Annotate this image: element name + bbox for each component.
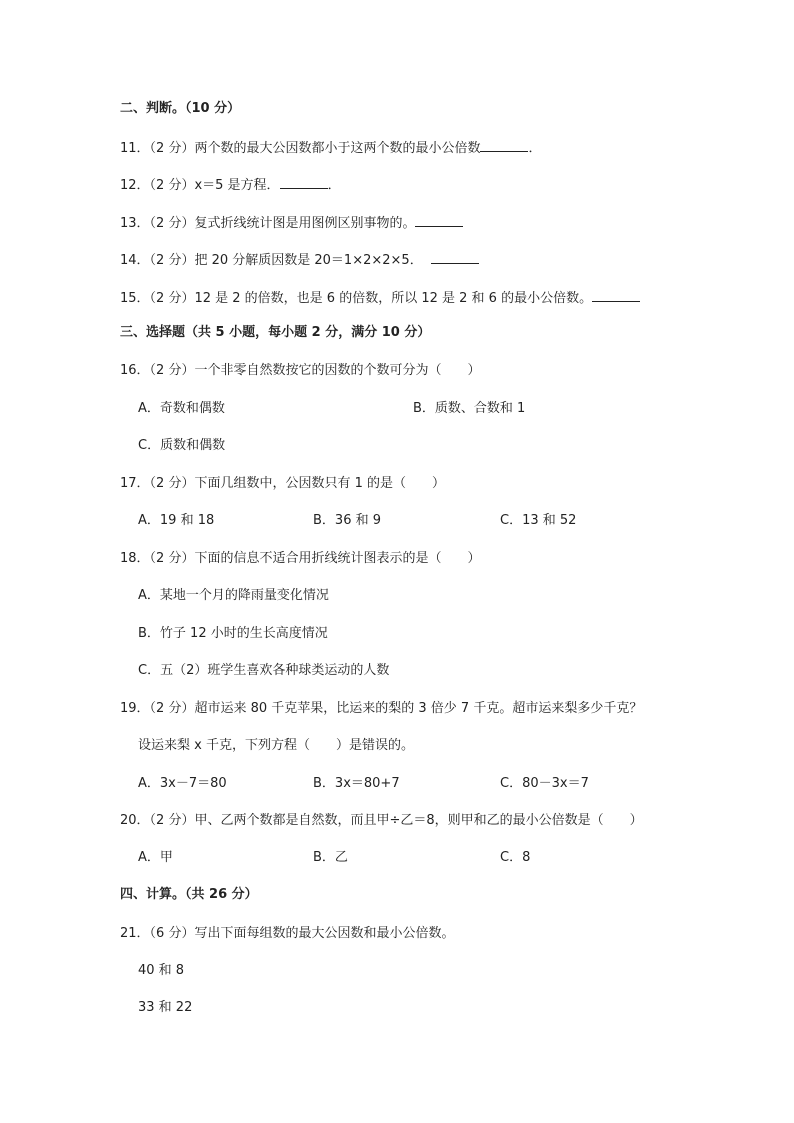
question-15	[120, 289, 640, 307]
answer-blank[interactable]	[592, 289, 640, 302]
question-11	[120, 139, 541, 157]
option-b[interactable]: B．竹子 12 小时的生长高度情况	[138, 626, 328, 641]
question-tail: ．	[327, 178, 341, 193]
option-b[interactable]: B．乙	[313, 850, 348, 865]
question-17	[120, 476, 445, 492]
option-a[interactable]: A．3x－7＝80	[138, 776, 227, 791]
section-judge-heading: 二、判断。（10 分）	[120, 101, 241, 116]
question-score: （2 分）	[149, 141, 195, 156]
question-score: （2 分）	[149, 253, 195, 268]
option-a[interactable]: A．某地一个月的降雨量变化情况	[138, 588, 329, 603]
answer-blank[interactable]	[480, 139, 528, 152]
question-text: 甲、乙两个数都是自然数，而且甲÷乙＝8，则甲和乙的最小公倍数是（ ）	[194, 813, 643, 828]
question-text: 把 20 分解质因数是 20＝1×2×2×5．	[194, 253, 423, 268]
section-calc-heading: 四、计算。（共 26 分）	[120, 887, 258, 902]
question-number: 19．	[120, 701, 150, 716]
option-c[interactable]: C．五（2）班学生喜欢各种球类运动的人数	[138, 663, 390, 678]
question-number: 17．	[120, 476, 150, 491]
question-score: （2 分）	[149, 476, 195, 491]
question-14	[120, 251, 479, 269]
question-score: （2 分）	[149, 178, 195, 193]
answer-blank[interactable]	[415, 214, 463, 227]
question-13	[120, 214, 463, 232]
section-choice-heading: 三、选择题（共 5 小题，每小题 2 分，满分 10 分）	[120, 325, 431, 340]
question-text: 12 是 2 的倍数，也是 6 的倍数，所以 12 是 2 和 6 的最小公倍数。	[194, 291, 593, 306]
option-b[interactable]: B．质数、合数和 1	[413, 401, 526, 416]
option-a[interactable]: A．奇数和偶数	[138, 401, 225, 416]
question-text: 一个非零自然数按它的因数的个数可分为（ ）	[194, 363, 481, 378]
option-c[interactable]: C．80－3x＝7	[500, 776, 589, 791]
question-number: 12．	[120, 178, 150, 193]
question-text: 两个数的最大公因数都小于这两个数的最小公倍数	[194, 141, 481, 156]
question-score: （2 分）	[149, 813, 195, 828]
option-c[interactable]: C．质数和偶数	[138, 438, 226, 453]
question-number: 16．	[120, 363, 150, 378]
option-a[interactable]: A．甲	[138, 850, 173, 865]
question-number: 13．	[120, 216, 150, 231]
question-score: （2 分）	[149, 291, 195, 306]
option-b[interactable]: B．36 和 9	[313, 513, 381, 528]
question-19-prompt: 设运来梨 x 千克，下列方程（ ）是错误的。	[138, 738, 414, 753]
question-tail: ．	[528, 141, 542, 156]
question-score: （2 分）	[149, 363, 195, 378]
question-score: （2 分）	[149, 701, 195, 716]
question-21	[120, 926, 454, 942]
question-score: （2 分）	[149, 216, 195, 231]
option-c[interactable]: C．13 和 52	[500, 513, 577, 528]
question-20	[120, 813, 643, 829]
question-text: x＝5 是方程．	[194, 178, 280, 193]
option-c[interactable]: C．8	[500, 850, 531, 865]
option-a[interactable]: A．19 和 18	[138, 513, 215, 528]
question-12	[120, 176, 341, 194]
question-number: 21．	[120, 926, 150, 941]
option-b[interactable]: B．3x＝80+7	[313, 776, 400, 791]
question-number: 15．	[120, 291, 150, 306]
number-group-2: 33 和 22	[138, 1000, 193, 1015]
question-score: （6 分）	[149, 926, 195, 941]
question-text: 下面的信息不适合用折线统计图表示的是（ ）	[194, 551, 481, 566]
question-number: 18．	[120, 551, 150, 566]
question-number: 11．	[120, 141, 150, 156]
question-19	[120, 701, 642, 717]
question-text: 下面几组数中，公因数只有 1 的是（ ）	[194, 476, 445, 491]
question-score: （2 分）	[149, 551, 195, 566]
question-number: 20．	[120, 813, 150, 828]
question-18	[120, 551, 480, 567]
question-text: 超市运来 80 千克苹果，比运来的梨的 3 倍少 7 千克。超市运来梨多少千克？	[194, 701, 643, 716]
question-text: 写出下面每组数的最大公因数和最小公倍数。	[194, 926, 455, 941]
question-16	[120, 363, 480, 379]
number-group-1: 40 和 8	[138, 963, 185, 978]
answer-blank[interactable]	[431, 251, 479, 264]
question-number: 14．	[120, 253, 150, 268]
question-text: 复式折线统计图是用图例区别事物的。	[194, 216, 416, 231]
answer-blank[interactable]	[280, 176, 328, 189]
